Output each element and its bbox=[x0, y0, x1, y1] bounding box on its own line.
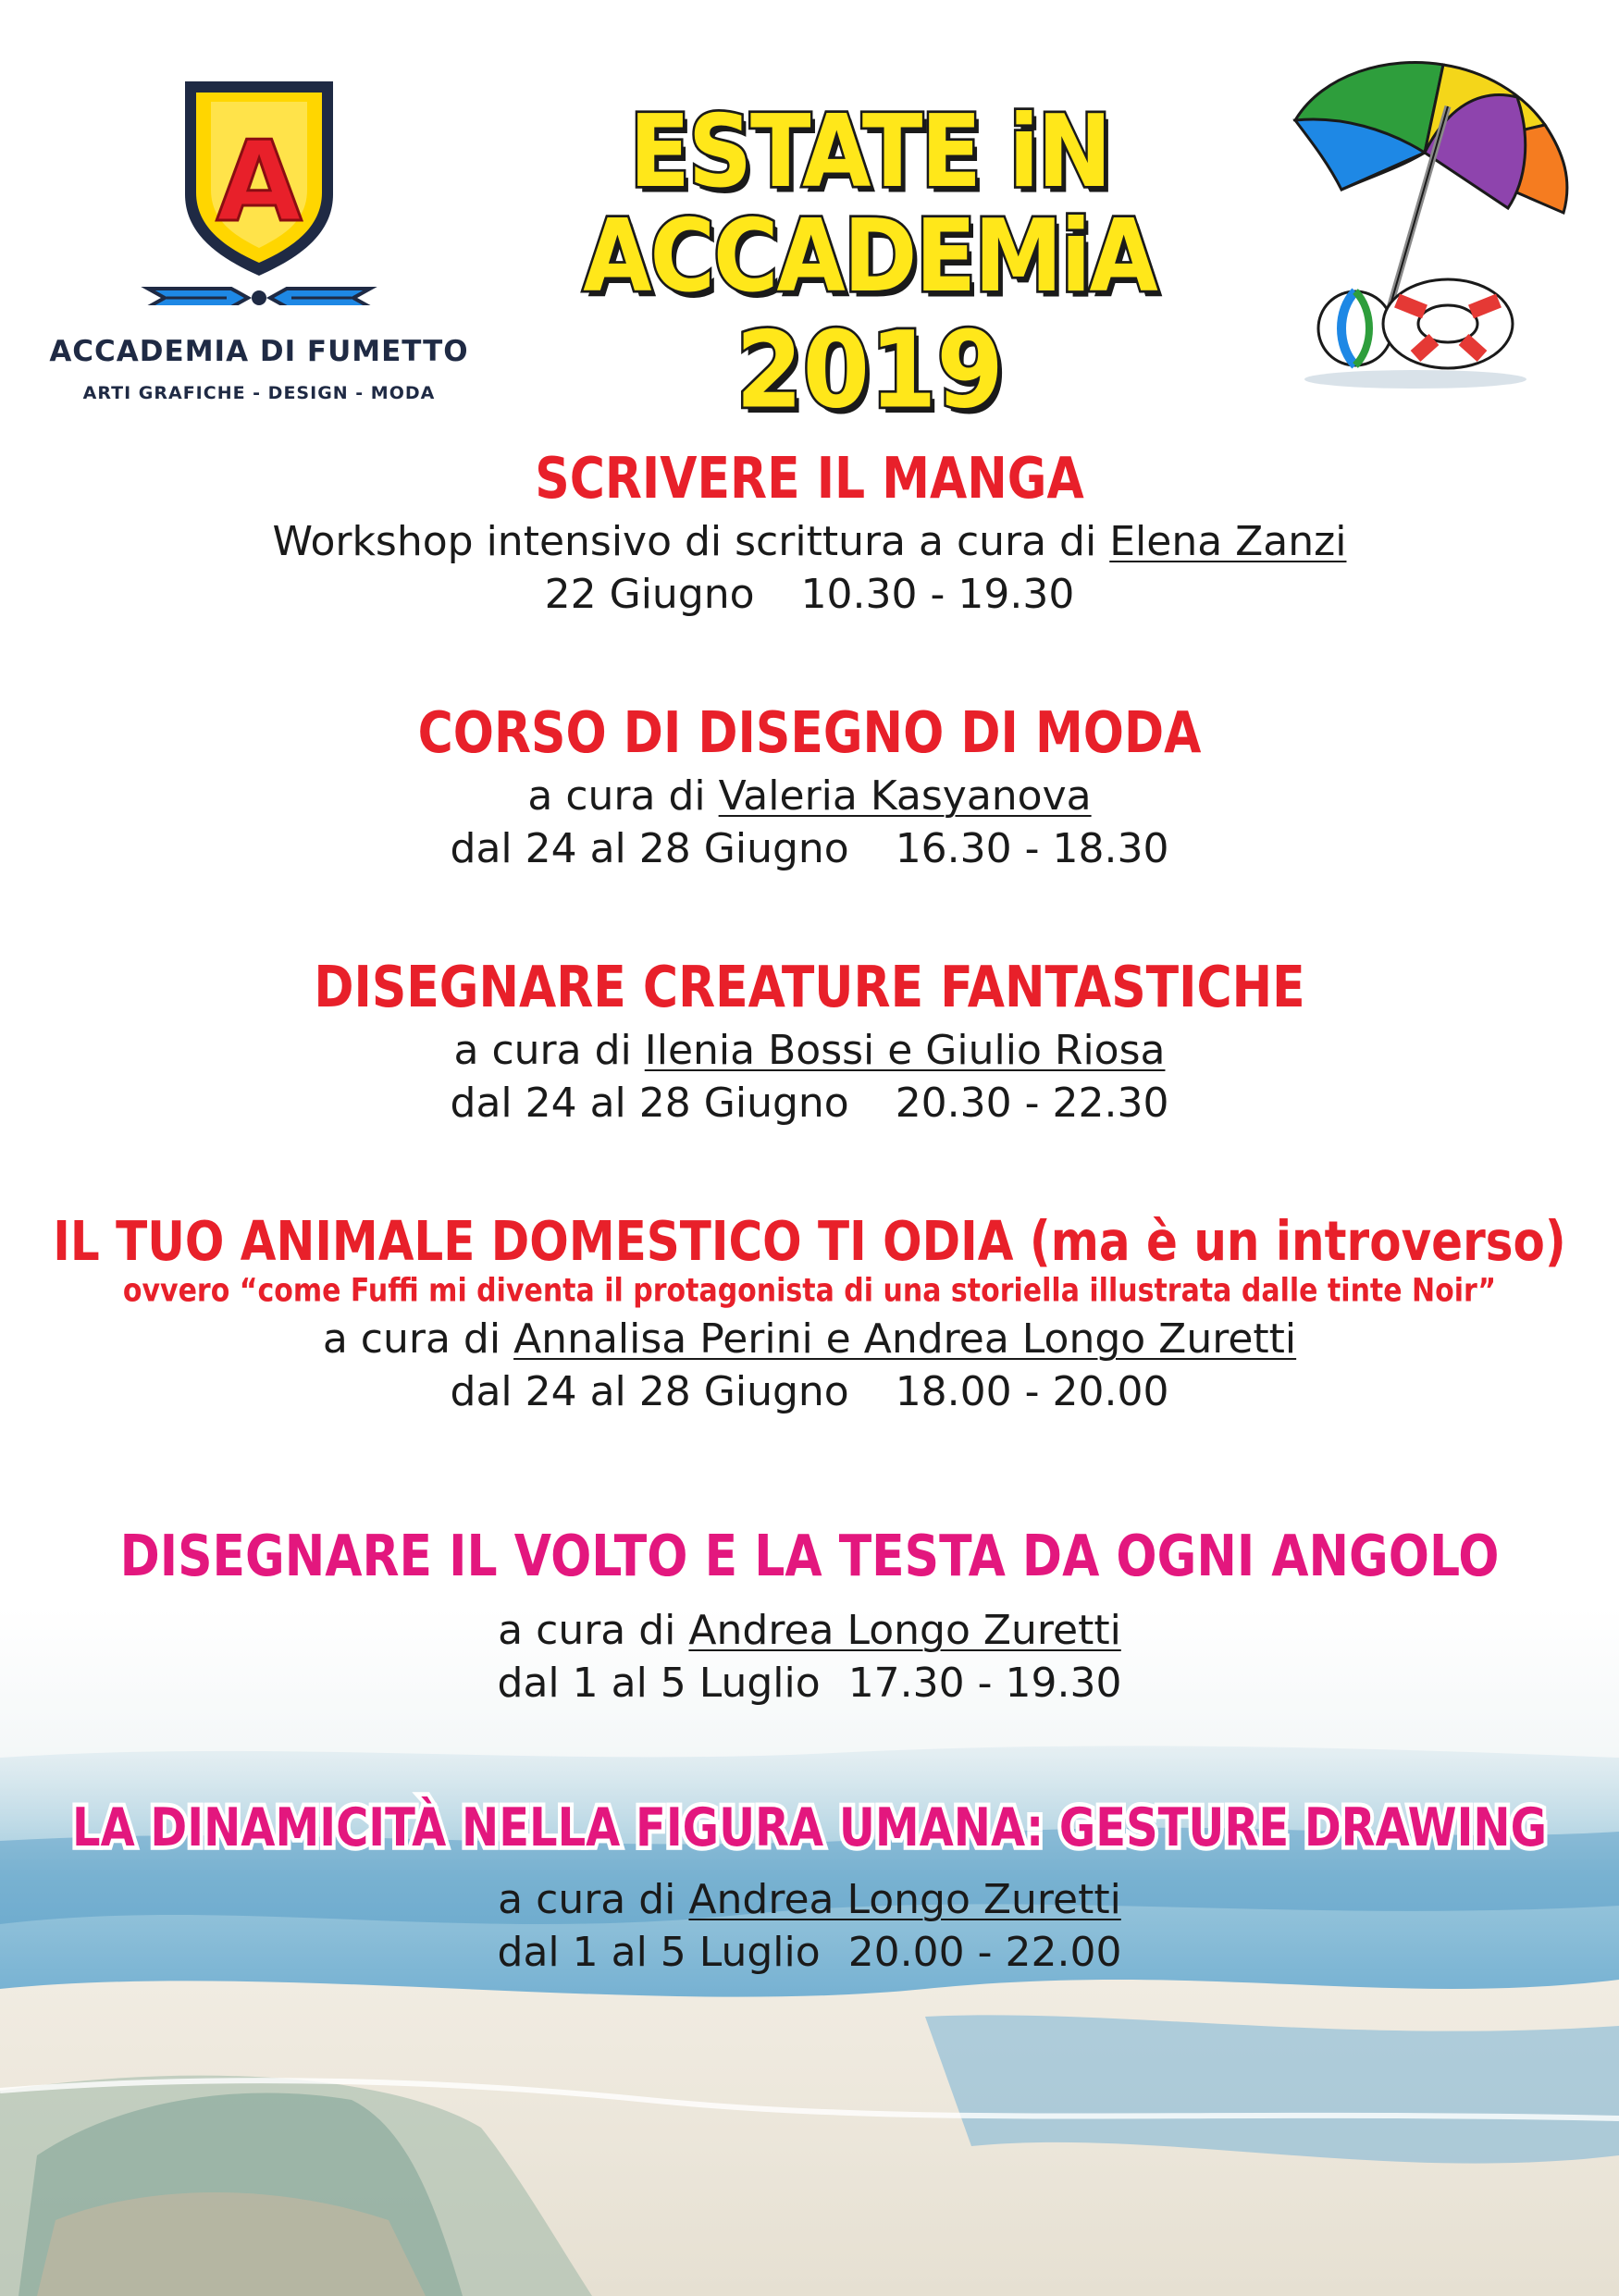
course-intro: a cura di bbox=[498, 1607, 676, 1655]
course-title bbox=[0, 1209, 1619, 1274]
course-creature-fantastiche bbox=[0, 955, 1619, 1130]
course-title: SCRIVERE IL MANGA bbox=[535, 446, 1084, 512]
course-subtitle: ovvero “come Fuffi mi diventa il protagonista di una storiella illustrata dalle tinte Noir” bbox=[122, 1272, 1497, 1310]
title-year: 2019 bbox=[735, 307, 1004, 432]
course-teacher: Andrea Longo Zuretti bbox=[688, 1875, 1121, 1923]
course-instructor-line bbox=[0, 1313, 1619, 1365]
main-title bbox=[361, 93, 1378, 432]
course-title: LA DINAMICITÀ NELLA FIGURA UMANA: GESTURE DRAWING bbox=[71, 1796, 1547, 1858]
course-teacher: Andrea Longo Zuretti bbox=[688, 1607, 1121, 1655]
course-animale-domestico bbox=[0, 1209, 1619, 1418]
course-intro: Workshop intensivo di scrittura a cura di bbox=[272, 518, 1097, 566]
academy-subtitle: ARTI GRAFICHE - DESIGN - MODA bbox=[82, 383, 436, 403]
course-title: CORSO DI DISEGNO DI MODA bbox=[417, 700, 1202, 767]
course-teacher: Valeria Kasyanova bbox=[718, 772, 1092, 821]
course-instructor-line bbox=[0, 515, 1619, 568]
logo-letter: A bbox=[216, 118, 303, 247]
course-intro: a cura di bbox=[322, 1315, 501, 1363]
course-instructor-line bbox=[0, 1024, 1619, 1077]
course-intro: a cura di bbox=[498, 1875, 676, 1923]
course-instructor-line bbox=[0, 770, 1619, 822]
academy-name: ACCADEMIA DI FUMETTO bbox=[49, 335, 469, 368]
course-time: 20.00 - 22.00 bbox=[847, 1928, 1122, 1976]
course-time: 17.30 - 19.30 bbox=[847, 1660, 1122, 1708]
course-date: dal 1 al 5 Luglio bbox=[497, 1660, 821, 1708]
course-schedule-line bbox=[0, 1926, 1619, 1979]
course-intro: a cura di bbox=[453, 1027, 632, 1075]
course-date: 22 Giugno bbox=[544, 571, 755, 619]
course-date: dal 24 al 28 Giugno bbox=[450, 825, 849, 873]
course-time: 16.30 - 18.30 bbox=[895, 825, 1169, 873]
title-line-1: ESTATE iN ACCADEMiA bbox=[583, 93, 1156, 315]
course-title-main: IL TUO ANIMALE DOMESTICO TI ODIA bbox=[53, 1209, 1014, 1274]
course-date: dal 24 al 28 Giugno bbox=[450, 1080, 849, 1128]
course-instructor-line bbox=[0, 1873, 1619, 1926]
course-title-paren: (ma è un introverso) bbox=[1029, 1209, 1566, 1274]
course-teacher: Annalisa Perini e Andrea Longo Zuretti bbox=[513, 1315, 1297, 1363]
course-schedule-line bbox=[0, 822, 1619, 875]
course-date: dal 24 al 28 Giugno bbox=[450, 1368, 849, 1416]
course-schedule-line bbox=[0, 1077, 1619, 1129]
shield-logo-icon bbox=[139, 65, 379, 305]
course-schedule-line bbox=[0, 1657, 1619, 1710]
course-time: 18.00 - 20.00 bbox=[895, 1368, 1169, 1416]
course-scrivere-il-manga bbox=[0, 446, 1619, 622]
course-title: DISEGNARE IL VOLTO E LA TESTA DA OGNI ANGOLO bbox=[119, 1524, 1500, 1590]
course-date: dal 1 al 5 Luglio bbox=[497, 1928, 821, 1976]
course-title: DISEGNARE CREATURE FANTASTICHE bbox=[314, 955, 1305, 1021]
course-teacher: Elena Zanzi bbox=[1109, 518, 1347, 566]
course-disegno-di-moda bbox=[0, 700, 1619, 876]
course-intro: a cura di bbox=[527, 772, 706, 821]
course-volto-e-testa bbox=[0, 1524, 1619, 1710]
course-schedule-line bbox=[0, 1365, 1619, 1418]
course-teacher: Ilenia Bossi e Giulio Riosa bbox=[644, 1027, 1166, 1075]
course-schedule-line bbox=[0, 568, 1619, 621]
course-time: 20.30 - 22.30 bbox=[895, 1080, 1169, 1128]
course-gesture-drawing bbox=[0, 1796, 1619, 1979]
beach-umbrella-icon bbox=[1286, 51, 1582, 393]
course-time: 10.30 - 19.30 bbox=[800, 571, 1075, 619]
course-instructor-line bbox=[0, 1604, 1619, 1657]
